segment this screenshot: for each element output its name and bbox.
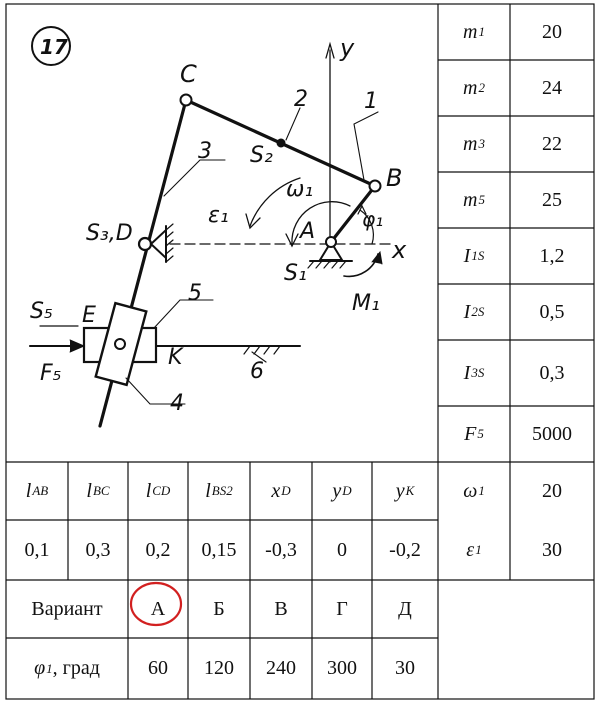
- variant-angle: 30: [395, 657, 415, 679]
- geom-header-yK: [372, 462, 438, 520]
- label-omega1: ω₁: [286, 177, 314, 202]
- param-ε1-symbol: ε: [466, 538, 475, 561]
- geom-header-lAB-subscript: AB: [32, 483, 49, 498]
- label-link-1: 1: [364, 89, 378, 114]
- label-link-3: 3: [198, 139, 212, 164]
- param-ω1-symbol: ω: [463, 479, 478, 502]
- param-m2: [438, 60, 510, 116]
- param-m5: [438, 172, 510, 228]
- geom-value-yK: -0,2: [389, 538, 421, 561]
- param-ε1-subscript: 1: [475, 542, 482, 557]
- param-value-m2: 24: [542, 76, 562, 99]
- variant-letter: Б: [213, 597, 225, 620]
- point-s2: [277, 139, 285, 147]
- label-link-5: 5: [188, 281, 202, 306]
- figure-number: 17: [40, 35, 68, 59]
- param-I1S-symbol: I: [463, 244, 471, 267]
- geom-header-lBC-symbol: l: [86, 479, 92, 502]
- param-F5-symbol: F: [464, 422, 477, 445]
- label-link-6: 6: [250, 359, 264, 384]
- label-link-2: 2: [294, 87, 308, 112]
- geom-header-lBC-subscript: BC: [92, 483, 110, 498]
- label-s5: S₅: [30, 299, 53, 324]
- geom-value-lCD: 0,2: [145, 538, 171, 561]
- param-F5: [438, 406, 510, 462]
- param-m3-symbol: m: [463, 132, 478, 155]
- geom-header-lCD: [128, 462, 188, 520]
- label-k: K: [168, 345, 183, 370]
- geom-value-lAB: 0,1: [24, 538, 50, 561]
- variant-angle: 300: [327, 657, 357, 679]
- param-m1: [438, 4, 510, 60]
- geom-header-lCD-subscript: CD: [152, 483, 171, 498]
- label-e: E: [82, 303, 96, 328]
- angle-label: [6, 638, 128, 699]
- geom-header-xD-subscript: D: [281, 483, 291, 498]
- label-link-4: 4: [170, 391, 184, 416]
- variant-letter: В: [274, 597, 288, 620]
- joint-d: [139, 238, 151, 250]
- label-s2: S₂: [250, 143, 273, 168]
- param-value-I1S: 1,2: [539, 244, 565, 267]
- param-m3-subscript: 3: [478, 136, 485, 151]
- param-m2-symbol: m: [463, 76, 478, 99]
- variant-letter: Д: [398, 597, 412, 620]
- geom-header-lAB: [6, 462, 68, 520]
- param-m1-subscript: 1: [478, 24, 485, 39]
- joint-e: [115, 339, 125, 349]
- geom-value-lBC: 0,3: [85, 538, 111, 561]
- param-value-ω1: 20: [542, 479, 562, 502]
- variant-angle: 60: [148, 657, 168, 679]
- geom-header-lBC: [68, 462, 128, 520]
- angle-label-sub: 1: [46, 660, 53, 676]
- geom-header-yK-subscript: K: [405, 483, 415, 498]
- param-value-F5: 5000: [532, 422, 572, 445]
- variant-angle: 120: [204, 657, 234, 679]
- variant-letter: Г: [336, 597, 348, 620]
- label-x: x: [392, 236, 407, 264]
- joint-b: [370, 181, 381, 192]
- variant-letter: А: [150, 597, 166, 620]
- param-value-m1: 20: [542, 20, 562, 43]
- geom-header-yD-symbol: y: [332, 479, 342, 502]
- geom-header-lBS2-symbol: l: [205, 479, 211, 502]
- param-I2S-subscript: 2S: [471, 304, 485, 319]
- geom-header-lBS2: [188, 462, 250, 520]
- geom-header-lBS2-subscript: BS2: [211, 483, 233, 498]
- geom-value-lBS2: 0,15: [201, 538, 237, 561]
- label-s3d: S₃,D: [86, 221, 133, 246]
- param-I2S: [438, 284, 510, 340]
- param-F5-subscript: 5: [477, 426, 484, 441]
- param-value-m5: 25: [542, 188, 562, 211]
- param-m1-symbol: m: [463, 20, 478, 43]
- label-y: y: [340, 34, 355, 62]
- param-value-m3: 22: [542, 132, 562, 155]
- param-m5-symbol: m: [463, 188, 478, 211]
- geom-header-yK-symbol: y: [395, 479, 405, 502]
- param-value-I3S: 0,3: [539, 361, 565, 384]
- label-b: B: [386, 164, 403, 192]
- joint-c: [181, 95, 192, 106]
- variant-label: Вариант: [31, 597, 103, 620]
- param-m2-subscript: 2: [478, 80, 485, 95]
- label-a: A: [300, 219, 316, 244]
- param-I3S-symbol: I: [463, 361, 471, 384]
- angle-label-symbol: φ: [34, 657, 46, 679]
- label-m1: M₁: [352, 291, 380, 316]
- geom-header-xD: [250, 462, 312, 520]
- param-I2S-symbol: I: [463, 300, 471, 323]
- geom-header-xD-symbol: x: [271, 479, 281, 502]
- geom-value-yD: 0: [337, 538, 347, 561]
- param-I3S: [438, 340, 510, 406]
- label-epsilon1: ε₁: [208, 203, 229, 228]
- geom-header-lCD-symbol: l: [145, 479, 152, 502]
- geom-header-yD-subscript: D: [342, 483, 352, 498]
- param-ω1: [438, 462, 510, 520]
- label-f5: F₅: [40, 361, 62, 386]
- param-ω1-subscript: 1: [478, 483, 485, 498]
- param-ε1: [438, 520, 510, 580]
- param-m3: [438, 116, 510, 172]
- param-m5-subscript: 5: [478, 192, 485, 207]
- param-I3S-subscript: 3S: [471, 365, 485, 380]
- param-I1S: [438, 228, 510, 284]
- geom-header-yD: [312, 462, 372, 520]
- geom-header-lAB-symbol: l: [25, 479, 32, 502]
- angle-label-rest: , град: [52, 657, 100, 679]
- param-I1S-subscript: 1S: [471, 248, 485, 263]
- label-s1: S₁: [284, 261, 307, 286]
- label-c: C: [180, 60, 197, 88]
- param-value-ε1: 30: [542, 538, 562, 561]
- geom-value-xD: -0,3: [265, 538, 297, 561]
- label-phi1: φ₁: [362, 207, 384, 231]
- param-value-I2S: 0,5: [539, 300, 565, 323]
- variant-angle: 240: [266, 657, 296, 679]
